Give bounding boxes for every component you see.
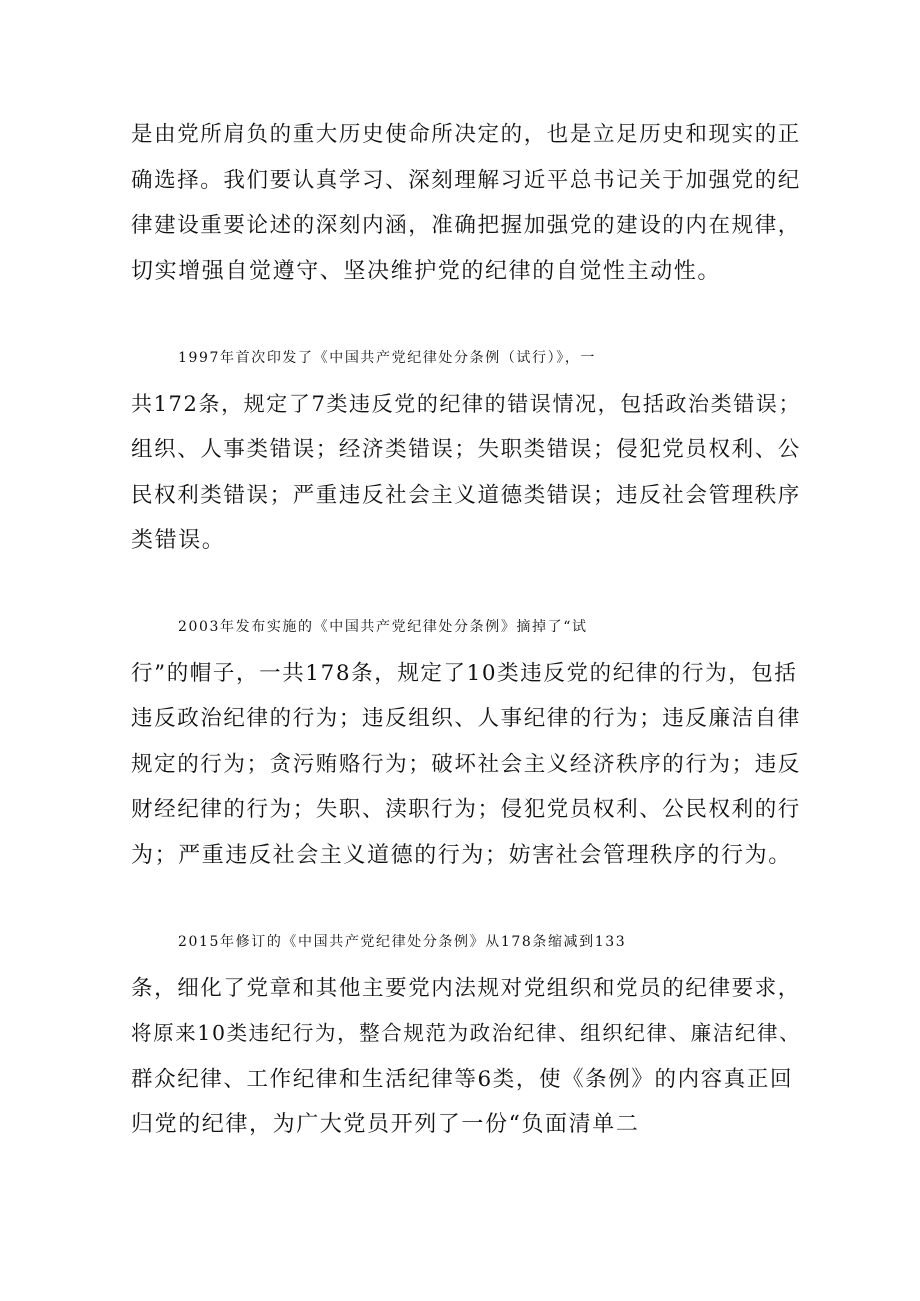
paragraph-line: 违反政治纪律的行为；违反组织、人事纪律的行为；违反廉洁自律 (131, 706, 801, 731)
paragraph-line: 1997年首次印发了《中国共产党纪律处分条例（试行）》，一 (178, 350, 597, 366)
paragraph-line: 律建设重要论述的深刻内涵，准确把握加强党的建设的内在规律， (131, 213, 801, 238)
paragraph-line: 将原来10类违纪行为，整合规范为政治纪律、组织纪律、廉洁纪律、 (131, 1021, 802, 1045)
paragraph-line: 为；严重违反社会主义道德的行为；妨害社会管理秩序的行为。 (131, 842, 792, 868)
paragraph-3 (131, 605, 803, 878)
paragraph-1 (131, 112, 803, 294)
paragraph-line: 条，细化了党章和其他主要党内法规对党组织和党员的纪律要求， (131, 975, 801, 1001)
paragraph-line: 民权利类错误；严重违反社会主义道德类错误；违反社会管理秩序 (131, 482, 801, 508)
paragraph-line: 2015年修订的《中国共产党纪律处分条例》从178条缩减到133 (178, 934, 627, 950)
paragraph-line: 群众纪律、工作纪律和生活纪律等6类，使《条例》的内容真正回 (131, 1066, 794, 1092)
paragraph-line: 规定的行为；贪污贿赂行为；破坏社会主义经济秩序的行为；违反 (131, 751, 801, 777)
paragraph-line: 类错误。 (131, 528, 226, 553)
paragraph-4 (131, 920, 803, 1148)
paragraph-line: 组织、人事类错误；经济类错误；失职类错误；侵犯党员权利、公 (131, 437, 801, 462)
paragraph-line: 归党的纪律，为广大党员开列了一份“负面清单二 (131, 1112, 640, 1137)
paragraph-line: 共172条，规定了7类违反党的纪律的错误情况，包括政治类错误； (131, 391, 802, 416)
paragraph-line: 2003年发布实施的《中国共产党纪律处分条例》摘掉了“试 (178, 619, 588, 635)
paragraph-line: 财经纪律的行为；失职、渎职行为；侵犯党员权利、公民权利的行 (131, 797, 801, 822)
paragraph-line: 是由党所肩负的重大历史使命所决定的，也是立足历史和现实的正 (131, 122, 801, 147)
paragraph-line: 确选择。我们要认真学习、深刻理解习近平总书记关于加强党的纪 (131, 167, 801, 193)
paragraph-line: 行”的帽子，一共178条，规定了10类违反党的纪律的行为，包括 (131, 660, 798, 686)
paragraph-2 (131, 336, 803, 564)
paragraph-line: 切实增强自觉遵守、坚决维护党的纪律的自觉性主动性。 (131, 258, 722, 284)
